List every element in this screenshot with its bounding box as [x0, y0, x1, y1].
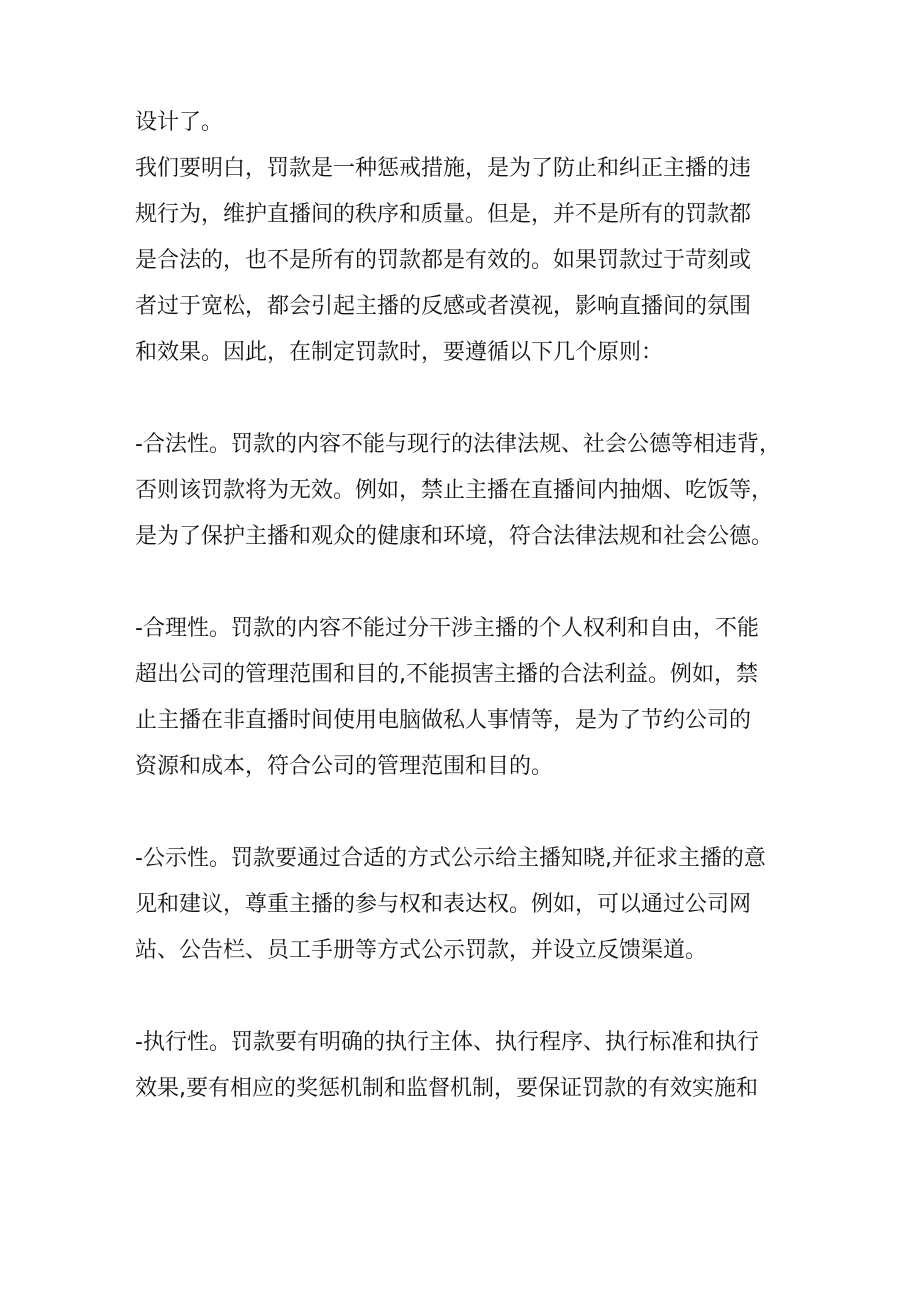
paragraph-gap [135, 974, 800, 1020]
text-line: 设计了。 [135, 110, 224, 135]
text-line: 资源和成本，符合公司的管理范围和目的。 [135, 754, 554, 779]
paragraph-gap [135, 560, 800, 606]
text-line: 效果,要有相应的奖惩机制和监督机制，要保证罚款的有效实施和 [135, 1076, 758, 1101]
paragraph-gap [135, 790, 800, 836]
paragraph-publicity [135, 836, 800, 974]
text-line: 超出公司的管理范围和目的,不能损害主播的合法利益。例如，禁 [135, 662, 758, 687]
text-line: 见和建议，尊重主播的参与权和表达权。例如，可以通过公司网 [135, 892, 752, 917]
paragraph-enforceability [135, 1020, 800, 1112]
paragraph-rationality [135, 606, 800, 790]
text-line: 是合法的，也不是所有的罚款都是有效的。如果罚款过于苛刻或 [135, 248, 752, 273]
paragraph-principles-intro [135, 146, 800, 376]
text-line: -执行性。罚款要有明确的执行主体、执行程序、执行标准和执行 [135, 1030, 759, 1055]
text-line: 者过于宽松，都会引起主播的反感或者漠视，影响直播间的氛围 [135, 294, 752, 319]
text-line: 止主播在非直播时间使用电脑做私人事情等，是为了节约公司的 [135, 708, 752, 733]
text-line: 规行为，维护直播间的秩序和质量。但是，并不是所有的罚款都 [135, 202, 752, 227]
paragraph-gap [135, 376, 800, 422]
text-line: -合法性。罚款的内容不能与现行的法律法规、社会公德等相违背， [135, 432, 781, 457]
paragraph-intro-end [135, 100, 800, 146]
text-line: 站、公告栏、员工手册等方式公示罚款，并设立反馈渠道。 [135, 938, 708, 963]
text-line: 否则该罚款将为无效。例如，禁止主播在直播间内抽烟、吃饭等， [135, 478, 774, 503]
paragraph-legality [135, 422, 800, 560]
document-body [135, 100, 800, 1112]
text-line: -合理性。罚款的内容不能过分干涉主播的个人权利和自由，不能 [135, 616, 759, 641]
text-line: 我们要明白，罚款是一种惩戒措施，是为了防止和纠正主播的违 [135, 156, 752, 181]
text-line: 是为了保护主播和观众的健康和环境，符合法律法规和社会公德。 [135, 524, 774, 549]
text-line: -公示性。罚款要通过合适的方式公示给主播知晓,并征求主播的意 [135, 846, 766, 871]
text-line: 和效果。因此，在制定罚款时，要遵循以下几个原则： [135, 340, 664, 365]
